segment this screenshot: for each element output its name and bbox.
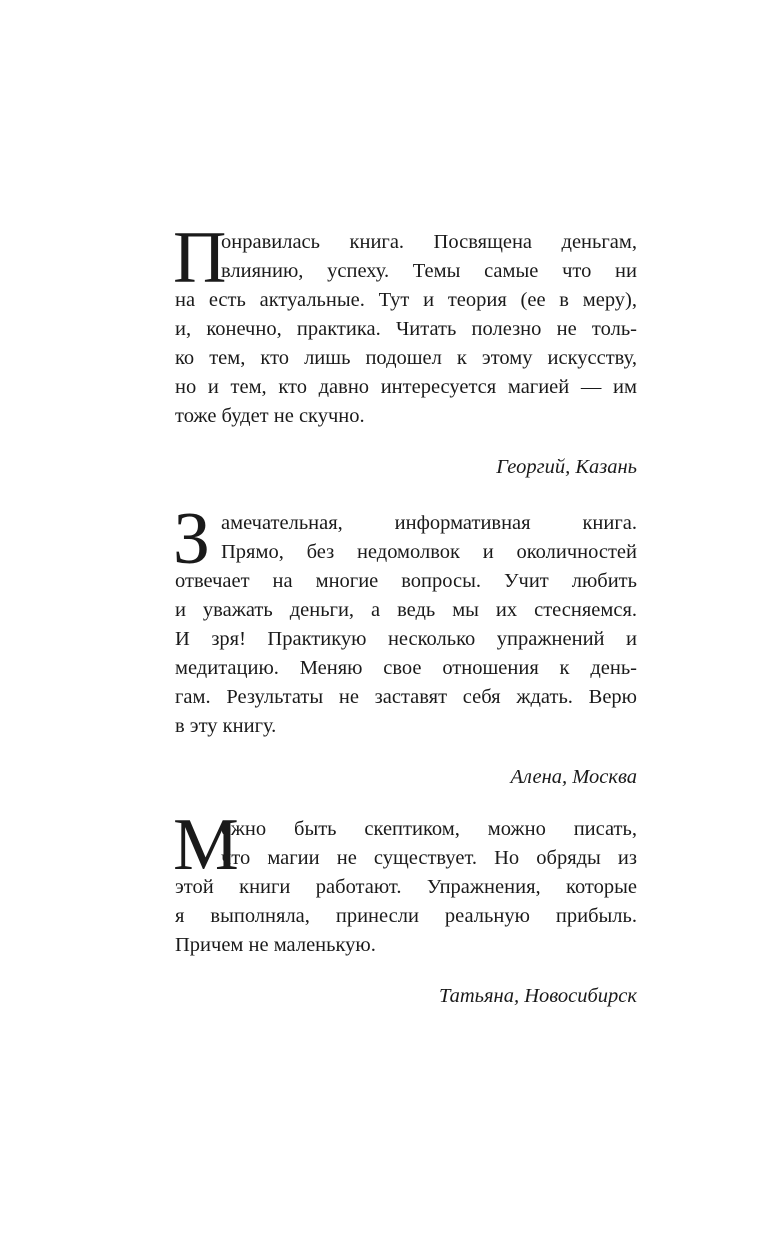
review-text-line: я выполняла, принесли реальную прибыль. — [175, 905, 637, 927]
review-text-line: влиянию, успеху. Темы самые что ни — [221, 260, 637, 282]
review-text-line: что магии не существует. Но обряды из — [221, 847, 637, 869]
review-text-line: амечательная, информативная книга. — [221, 512, 637, 534]
review-text-line: этой книги работают. Упражнения, которые — [175, 876, 637, 898]
drop-cap: З — [173, 498, 211, 580]
review-text-line: и уважать деньги, а ведь мы их стесняемся. — [175, 599, 637, 621]
review-alena — [173, 498, 637, 792]
review-signature: Георгий, Казань — [496, 456, 637, 478]
review-signature: Татьяна, Новосибирск — [438, 985, 637, 1007]
drop-cap: П — [173, 217, 227, 299]
review-text-line: медитацию. Меняю свое отношения к день- — [175, 657, 637, 679]
review-georgiy — [173, 217, 637, 482]
review-text-line: ожно быть скептиком, можно писать, — [221, 818, 637, 840]
drop-cap: М — [173, 804, 239, 886]
review-text-line: в эту книгу. — [175, 715, 277, 737]
review-text-line: ко тем, кто лишь подошел к этому искусству, — [175, 347, 637, 369]
review-text-line: Прямо, без недомолвок и околичностей — [221, 541, 637, 563]
review-text-line: И зря! Практикую несколько упражнений и — [175, 628, 637, 650]
review-signature: Алена, Москва — [510, 766, 637, 788]
review-text-line: Причем не маленькую. — [175, 934, 376, 956]
review-text-line: онравилась книга. Посвящена деньгам, — [221, 231, 637, 253]
review-text-line: и, конечно, практика. Читать полезно не толь- — [175, 318, 637, 340]
review-text-line: отвечает на многие вопросы. Учит любить — [175, 570, 637, 592]
review-text-line: но и тем, кто давно интересуется магией — им — [175, 376, 637, 398]
review-text-line: тоже будет не скучно. — [175, 405, 365, 427]
review-text-line: гам. Результаты не заставят себя ждать. Верю — [175, 686, 637, 708]
review-text-line: на есть актуальные. Тут и теория (ее в меру), — [175, 289, 637, 311]
review-tatyana — [173, 804, 637, 1011]
